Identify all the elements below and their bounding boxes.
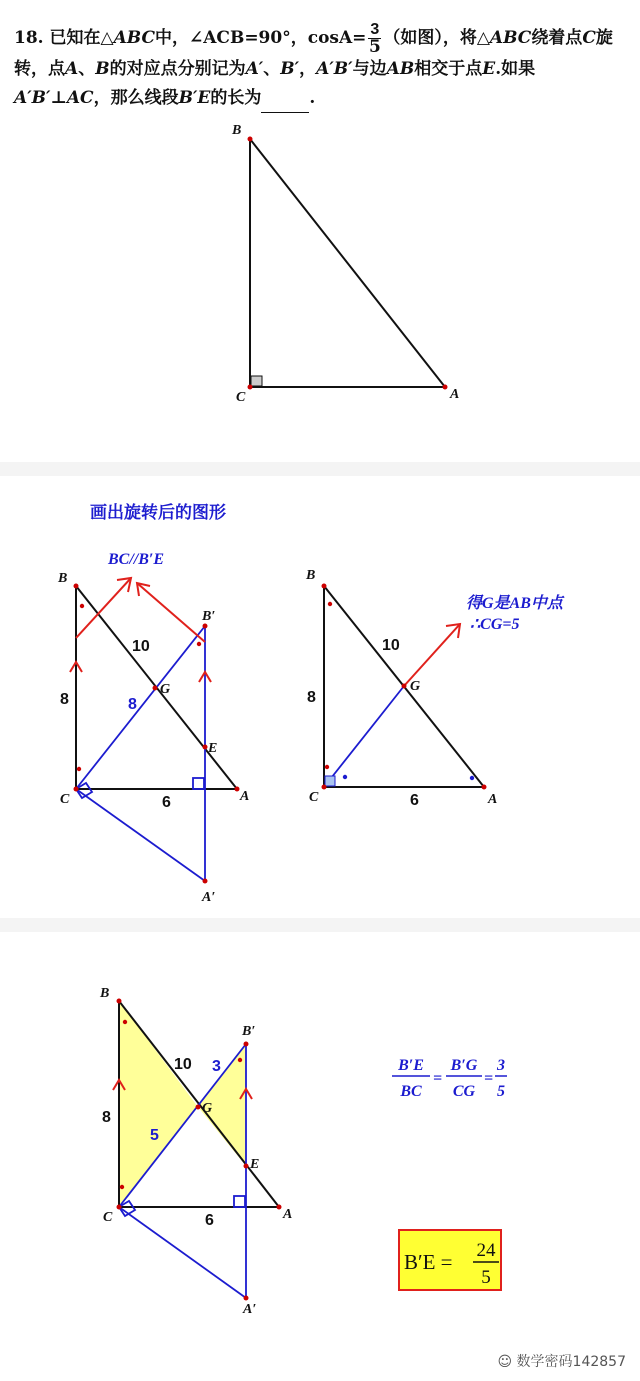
answer-box [398, 1229, 502, 1291]
question-part: E [482, 59, 496, 79]
question-part: AB [386, 59, 415, 79]
label-a-prime: A′ [202, 890, 216, 905]
label-a: A [283, 1207, 293, 1222]
midpoint-note: 得G是AB中点 [466, 595, 563, 612]
label-b: B [58, 571, 68, 586]
question-part: B′ [280, 59, 300, 79]
question-part: . [309, 88, 316, 108]
triangle-abc-figure [0, 0, 640, 460]
question-part: （如图），将△ [383, 28, 490, 48]
question-part: ， [299, 59, 317, 79]
watermark-text: 数学密码142857 [516, 1354, 626, 1370]
parallel-note: BC//B′E [108, 551, 165, 568]
question-part: A′ [245, 59, 264, 79]
label-c: C [236, 390, 246, 405]
label-b-prime: B′ [202, 609, 216, 624]
label-a: A [488, 792, 498, 807]
ratio-numerator: B′E [398, 1057, 424, 1074]
question-part: 、 [263, 59, 281, 79]
length-bc: 8 [102, 1109, 111, 1126]
question-part: A′B′ [316, 59, 353, 79]
question-part: 与边 [352, 59, 387, 79]
label-b: B [100, 986, 110, 1001]
parallel-arrow [76, 578, 131, 638]
question-part: ABC [489, 28, 532, 48]
point-b [248, 137, 253, 142]
step-title: 画出旋转后的图形 [90, 503, 226, 523]
question-part: 旋转，点 [14, 28, 613, 79]
label-g: G [202, 1101, 213, 1116]
label-b: B [306, 568, 316, 583]
label-g: G [160, 682, 171, 697]
ratio-numerator: 3 [497, 1057, 505, 1074]
question-part: 的长为 [210, 88, 262, 108]
question-part: 已知在△ [49, 28, 114, 48]
label-b-prime: B′ [242, 1024, 256, 1039]
point-a [443, 385, 448, 390]
length-cg: 5 [150, 1127, 159, 1144]
label-a: A [240, 789, 250, 804]
length-ab: 10 [132, 638, 150, 655]
question-part: ABC [113, 28, 155, 48]
question-number: 18. [14, 28, 44, 48]
length-bc: 8 [307, 689, 316, 706]
median-cg [324, 686, 404, 787]
question-part: A [65, 59, 79, 79]
similar-triangles-figure [0, 932, 640, 1381]
rotation-figure [0, 476, 640, 916]
label-b: B [232, 123, 242, 138]
label-c: C [60, 792, 70, 807]
equals-sign: = [433, 1070, 443, 1087]
question-part: 、 [78, 59, 96, 79]
length-ab: 10 [174, 1056, 192, 1073]
section-divider [0, 918, 640, 932]
section-divider [0, 462, 640, 476]
length-ab: 10 [382, 637, 400, 654]
question-part: B′E [178, 88, 211, 108]
equals-sign: = [484, 1070, 494, 1087]
point-c [248, 385, 253, 390]
answer-denominator: 5 [481, 1267, 491, 1288]
fraction-denominator: 5 [368, 37, 381, 57]
length-ca: 6 [410, 792, 419, 809]
length-ca: 6 [162, 794, 171, 811]
label-c: C [309, 790, 319, 805]
question-part: ，那么线段 [93, 88, 179, 108]
question-part: 的对应点分别记为 [109, 59, 246, 79]
length-ca: 6 [205, 1212, 214, 1229]
label-e: E [208, 741, 218, 756]
label-e: E [250, 1157, 260, 1172]
answer-lhs: B′E = [404, 1250, 453, 1274]
length-gb-prime: 3 [212, 1058, 221, 1075]
label-c: C [103, 1210, 113, 1225]
fraction-numerator: 3 [370, 21, 380, 38]
question-part: 中，∠ACB=90°，cosA= [154, 28, 367, 48]
ratio-denominator: BC [400, 1083, 422, 1100]
answer-numerator: 24 [476, 1240, 496, 1261]
label-a: A [450, 387, 460, 402]
question-part: A′B′⊥AC [14, 88, 94, 108]
ratio-equation [392, 1057, 507, 1100]
triangle-bcg-fill [119, 1001, 198, 1207]
label-g: G [410, 679, 421, 694]
side-ab [250, 139, 445, 387]
question-panel [0, 0, 640, 460]
question-part: .如果 [495, 59, 536, 79]
cg-note: ∴CG=5 [470, 616, 520, 633]
length-bc: 8 [60, 691, 69, 708]
question-part: 绕着点 [531, 28, 583, 48]
ratio-denominator: CG [452, 1083, 476, 1100]
segment-c-aprime [76, 789, 205, 881]
question-part: 相交于点 [414, 59, 483, 79]
ratio-denominator: 5 [497, 1083, 505, 1100]
length-cb-prime: 8 [128, 696, 137, 713]
question-part: C [582, 28, 596, 48]
label-a-prime: A′ [243, 1302, 257, 1317]
wechat-icon: ☺ [497, 1354, 513, 1370]
question-part: B [95, 59, 110, 79]
ratio-numerator: B′G [450, 1057, 478, 1074]
right-angle-mark [251, 376, 262, 386]
watermark [497, 1351, 626, 1371]
